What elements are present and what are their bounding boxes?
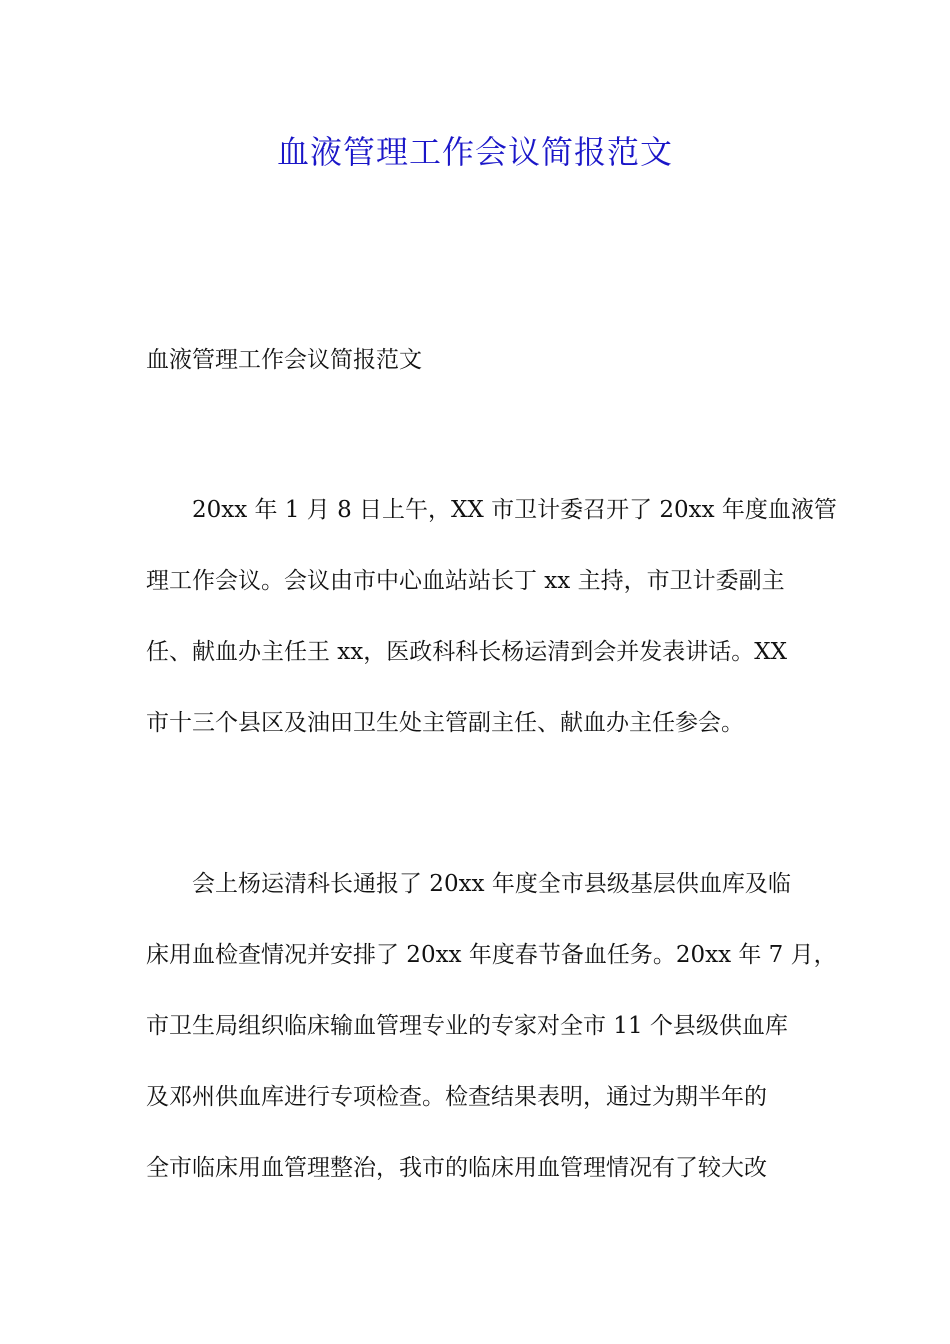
paragraph-1 xyxy=(146,492,837,776)
paragraph-line: 市十三个县区及油田卫生处主管副主任、献血办主任参会。 xyxy=(146,710,744,736)
paragraph-line: 任、献血办主任王 xx，医政科科长杨运清到会并发表讲话。XX xyxy=(146,639,788,665)
document-title: 血液管理工作会议简报范文 xyxy=(276,133,673,171)
paragraph-line: 及邓州供血库进行专项检查。检查结果表明，通过为期半年的 xyxy=(146,1084,767,1110)
paragraph-line: 20xx 年 1 月 8 日上午，XX 市卫计委召开了 20xx 年度血液管 xyxy=(192,497,837,523)
paragraph-line: 会上杨运清科长通报了 20xx 年度全市县级基层供血库及临 xyxy=(192,871,791,897)
paragraph-2 xyxy=(146,866,837,1221)
paragraph-line: 全市临床用血管理整治，我市的临床用血管理情况有了较大改 xyxy=(146,1155,767,1181)
paragraph-line: 市卫生局组织临床输血管理专业的专家对全市 11 个县级供血库 xyxy=(146,1013,788,1039)
paragraph-line: 理工作会议。会议由市中心血站站长丁 xx 主持，市卫计委副主 xyxy=(146,568,785,594)
document-subtitle: 血液管理工作会议简报范文 xyxy=(146,347,422,373)
paragraph-line: 床用血检查情况并安排了 20xx 年度春节备血任务。20xx 年 7 月， xyxy=(146,942,837,968)
